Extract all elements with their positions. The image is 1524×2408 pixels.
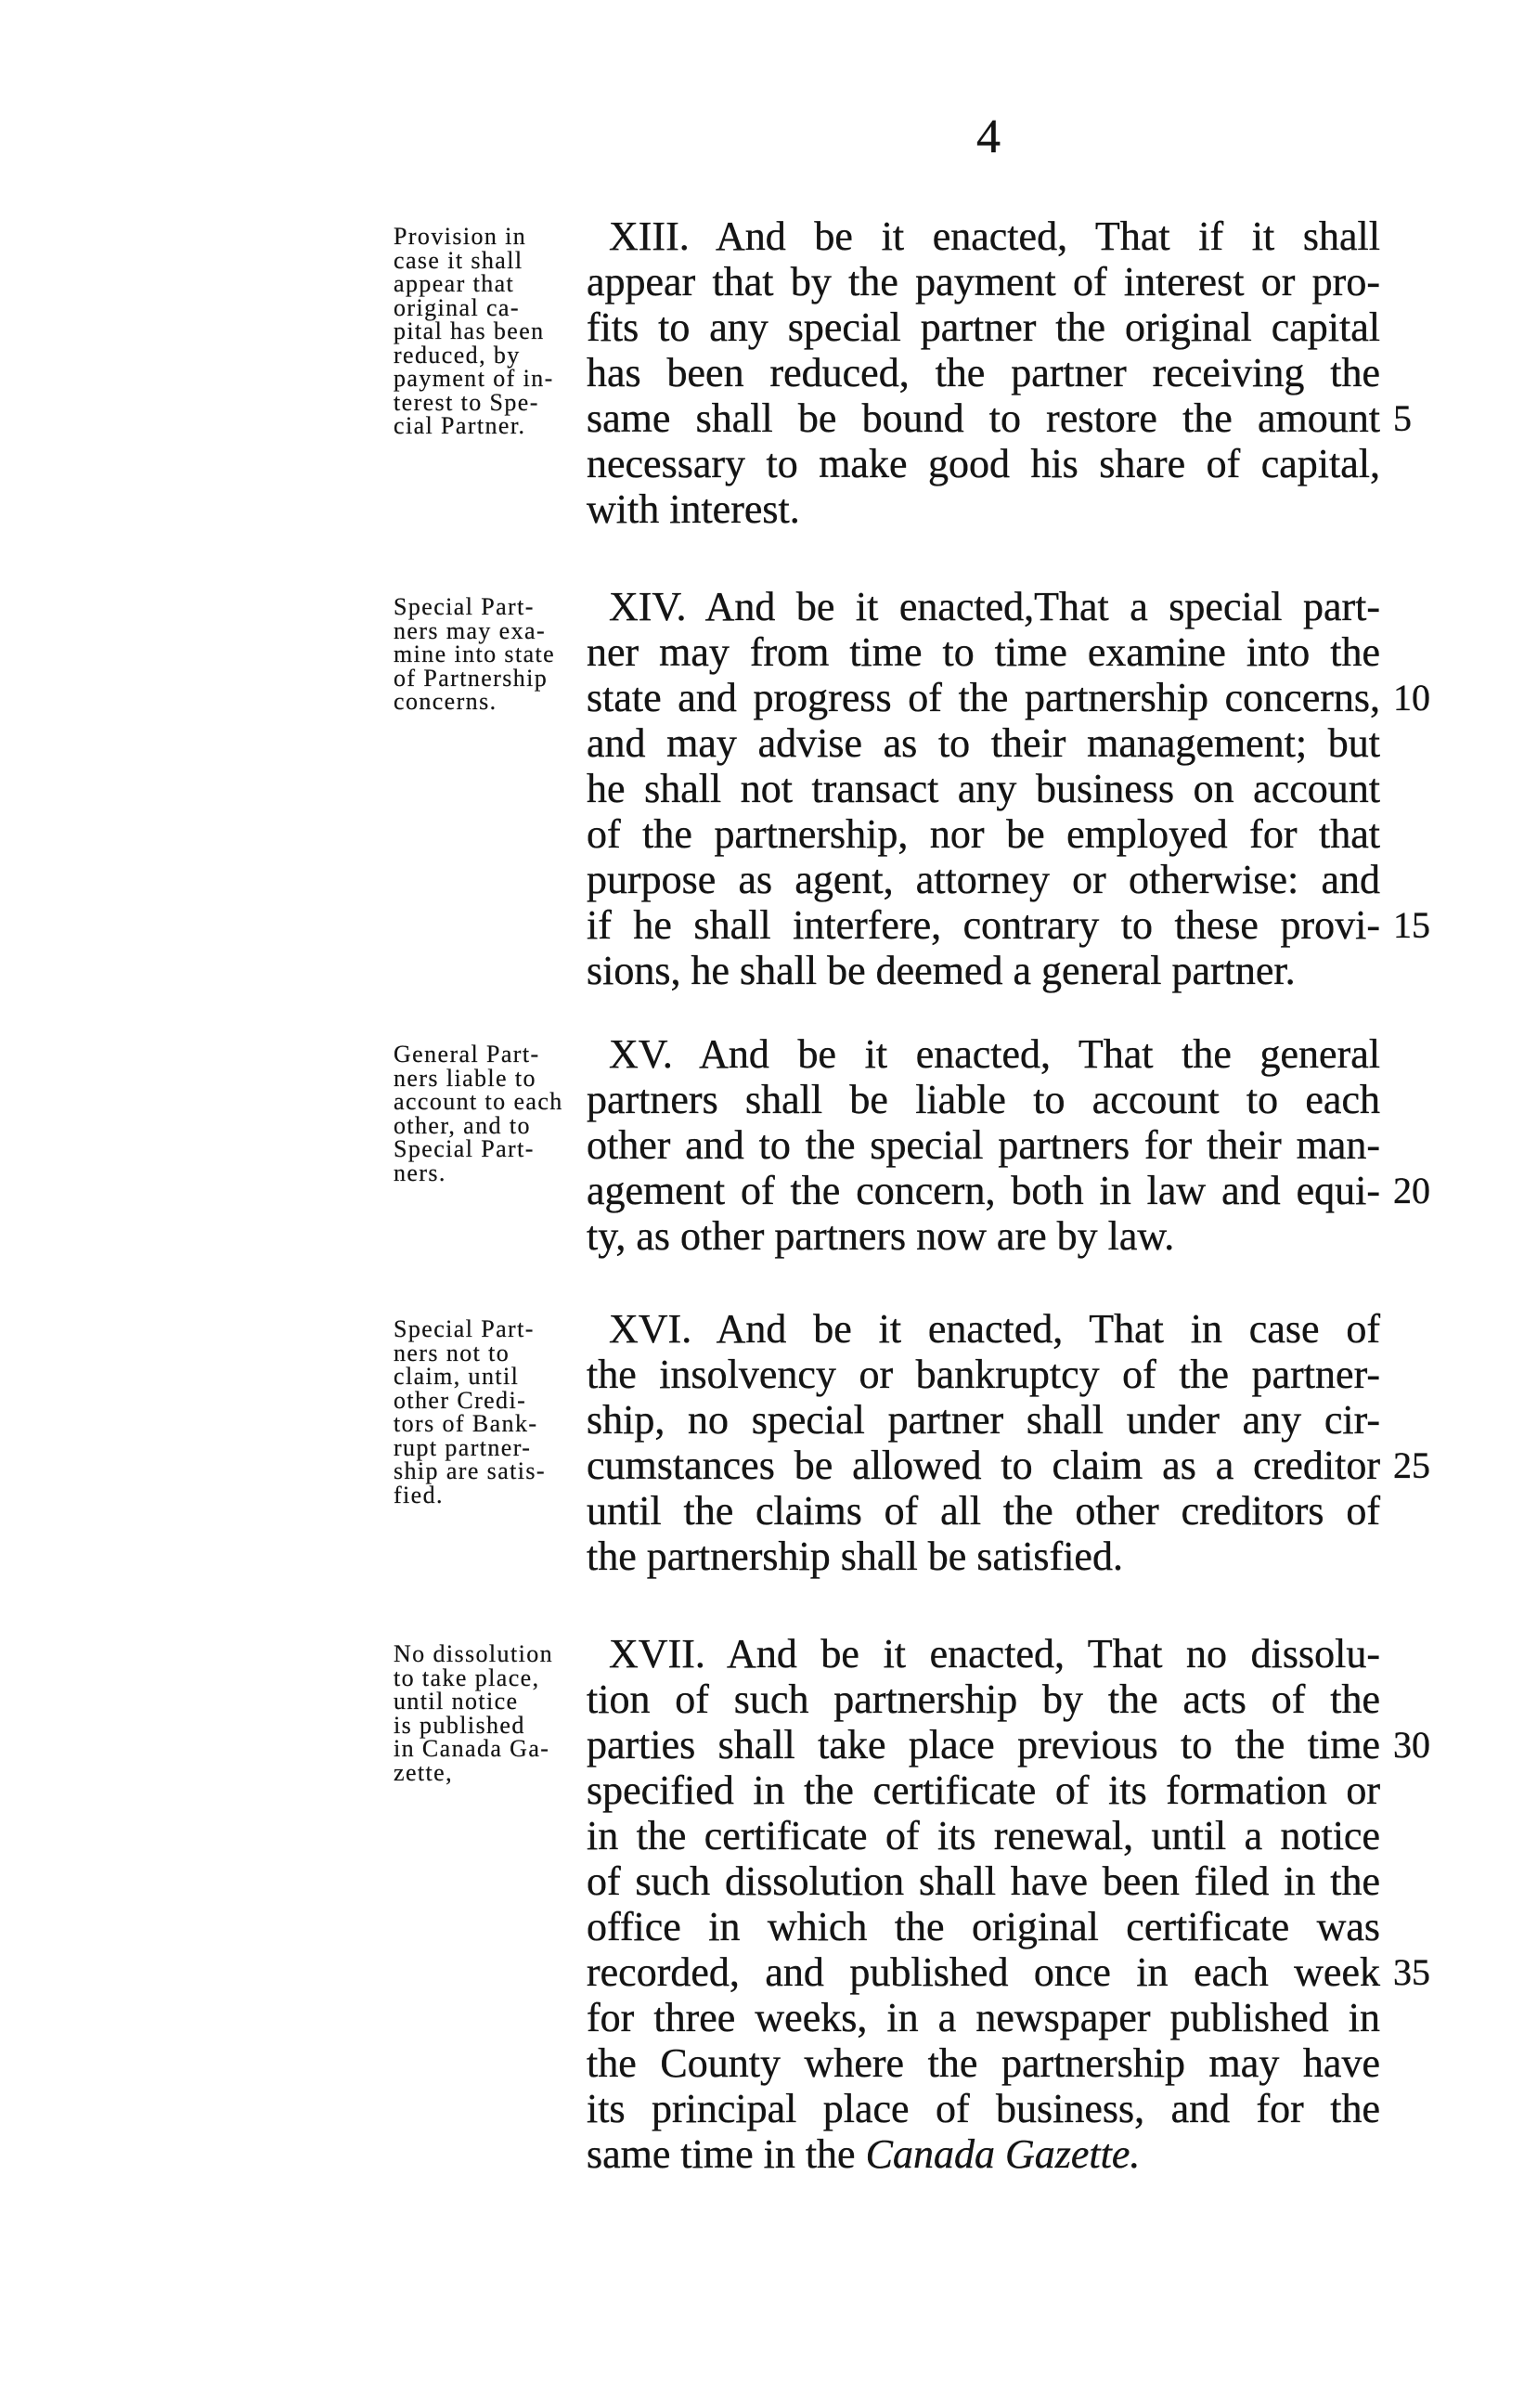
margin-note-line: zette, xyxy=(394,1758,453,1786)
text-line xyxy=(587,441,1380,486)
margin-note-line: pital has been xyxy=(394,317,545,344)
text-line xyxy=(587,857,1380,902)
line-text: and may advise as to their management; but xyxy=(587,720,1380,766)
line-text: agement of the concern, both in law and equi- xyxy=(587,1168,1380,1213)
margin-note-line: other Credi- xyxy=(394,1386,527,1414)
text-line xyxy=(587,1631,1380,1677)
line-text: recorded, and published once in each week xyxy=(587,1949,1380,1995)
text-line xyxy=(587,304,1380,350)
line-text: parties shall take place previous to the time xyxy=(587,1722,1380,1767)
line-text: of the partnership, nor be employed for that xyxy=(587,811,1380,857)
margin-note-line: ship are satis- xyxy=(394,1457,546,1484)
line-text: ner may from time to time examine into the xyxy=(587,629,1380,675)
line-text: purpose as agent, attorney or otherwise: and xyxy=(587,857,1380,902)
margin-note-line: until notice xyxy=(394,1688,519,1715)
line-text: has been reduced, the partner receiving the xyxy=(587,350,1380,395)
line-text: XVII. And be it enacted, That no dissolu- xyxy=(609,1631,1380,1677)
line-text: sions, he shall be deemed a general partner. xyxy=(587,948,1296,993)
margin-note-line: ners. xyxy=(394,1159,446,1186)
line-text: XIV. And be it enacted,That a special part- xyxy=(609,584,1380,629)
section-text xyxy=(587,214,1412,532)
margin-note-line: cial Partner. xyxy=(394,412,526,439)
italic-text: Canada Gazette. xyxy=(865,2131,1141,2177)
line-text: ty, as other partners now are by law. xyxy=(587,1213,1175,1259)
line-text: same time in the xyxy=(587,2131,866,2177)
text-line xyxy=(587,2040,1380,2086)
text-line xyxy=(587,902,1430,948)
enactment-section xyxy=(0,214,1524,532)
text-line xyxy=(587,584,1380,629)
margin-note-line: concerns. xyxy=(394,688,497,715)
line-text: ship, no special partner shall under any cir- xyxy=(587,1397,1380,1443)
line-text: until the claims of all the other creditors of xyxy=(587,1488,1380,1534)
line-number: 10 xyxy=(1393,677,1430,719)
text-line xyxy=(587,1534,1380,1579)
enactment-section xyxy=(0,1631,1524,2177)
text-line xyxy=(587,259,1380,304)
line-number: 25 xyxy=(1393,1444,1430,1486)
line-text: he shall not transact any business on account xyxy=(587,766,1380,811)
text-line xyxy=(587,1995,1380,2040)
margin-note xyxy=(394,1317,579,1507)
text-line xyxy=(587,395,1412,441)
section-text xyxy=(587,1306,1430,1579)
text-line xyxy=(587,1443,1430,1488)
margin-note-line: account to each xyxy=(394,1088,563,1115)
margin-note-line: General Part- xyxy=(394,1041,540,1068)
text-line xyxy=(587,948,1380,993)
body-text xyxy=(0,214,1524,2177)
text-line xyxy=(587,720,1380,766)
text-line xyxy=(587,1122,1380,1168)
text-line xyxy=(587,1904,1380,1949)
section-text xyxy=(587,1631,1430,2177)
line-text: other and to the special partners for their man- xyxy=(587,1122,1380,1168)
line-text: XVI. And be it enacted, That in case of xyxy=(609,1306,1380,1352)
text-line xyxy=(587,1077,1380,1122)
text-line xyxy=(587,1858,1380,1904)
line-text: the County where the partnership may have xyxy=(587,2040,1380,2086)
text-line xyxy=(587,1722,1430,1767)
margin-note-line: Special Part- xyxy=(394,1135,535,1162)
line-text: in the certificate of its renewal, until a notice xyxy=(587,1813,1380,1858)
line-text: cumstances be allowed to claim as a creditor xyxy=(587,1443,1380,1488)
margin-note xyxy=(394,1042,579,1185)
margin-note-line: is published xyxy=(394,1711,525,1739)
line-number: 30 xyxy=(1393,1724,1430,1766)
text-line xyxy=(587,1813,1380,1858)
margin-note xyxy=(394,1642,579,1784)
text-line xyxy=(587,486,1380,532)
line-text: the partnership shall be satisfied. xyxy=(587,1534,1123,1579)
text-line xyxy=(587,2086,1380,2131)
margin-note-line: No dissolution xyxy=(394,1640,554,1667)
margin-note-line: Provision in xyxy=(394,223,527,250)
margin-note-line: other, and to xyxy=(394,1111,531,1139)
line-text: for three weeks, in a newspaper published in xyxy=(587,1995,1380,2040)
margin-note-line: rupt partner- xyxy=(394,1433,532,1461)
margin-note-line: to take place, xyxy=(394,1664,540,1691)
margin-note-line: terest to Spe- xyxy=(394,388,539,416)
section-text xyxy=(587,1031,1430,1259)
enactment-section xyxy=(0,1031,1524,1259)
margin-note-line: appear that xyxy=(394,270,515,297)
text-line xyxy=(587,766,1380,811)
text-line xyxy=(587,1488,1380,1534)
text-line xyxy=(587,1677,1380,1722)
text-line xyxy=(587,1352,1380,1397)
margin-note-line: payment of in- xyxy=(394,365,554,392)
margin-note-line: case it shall xyxy=(394,246,523,274)
line-text: appear that by the payment of interest or pro- xyxy=(587,259,1380,304)
text-line xyxy=(587,350,1380,395)
line-text: specified in the certificate of its formation or xyxy=(587,1767,1380,1813)
margin-note-line: of Partnership xyxy=(394,664,549,692)
text-line xyxy=(587,1168,1430,1213)
margin-note-line: fied. xyxy=(394,1481,444,1508)
margin-note xyxy=(394,225,579,438)
line-number: 15 xyxy=(1393,904,1430,946)
section-text xyxy=(587,584,1430,993)
text-line xyxy=(587,1213,1380,1259)
line-text: of such dissolution shall have been filed in the xyxy=(587,1858,1380,1904)
margin-note-line: claim, until xyxy=(394,1363,520,1390)
margin-note-line: mine into state xyxy=(394,641,556,667)
line-text: state and progress of the partnership concerns, xyxy=(587,675,1380,720)
text-line xyxy=(587,811,1380,857)
line-text: its principal place of business, and for the xyxy=(587,2086,1380,2131)
line-text: fits to any special partner the original capital xyxy=(587,304,1380,350)
margin-note-line: original ca- xyxy=(394,293,520,321)
margin-note-line: in Canada Ga- xyxy=(394,1735,550,1762)
line-text: with interest. xyxy=(587,486,800,532)
text-line xyxy=(587,214,1380,259)
line-text: XIII. And be it enacted, That if it shall xyxy=(609,214,1380,259)
margin-note-line: ners not to xyxy=(394,1339,510,1366)
margin-note-line: Special Part- xyxy=(394,1315,535,1342)
margin-note-line: Special Part- xyxy=(394,593,535,620)
margin-note xyxy=(394,595,579,714)
line-text: tion of such partnership by the acts of the xyxy=(587,1677,1380,1722)
margin-note-line: reduced, by xyxy=(394,341,521,369)
margin-note-line: ners may exa- xyxy=(394,616,547,644)
text-line xyxy=(587,1397,1380,1443)
line-text: XV. And be it enacted, That the general xyxy=(609,1031,1380,1077)
enactment-section xyxy=(0,584,1524,993)
line-text: the insolvency or bankruptcy of the partner- xyxy=(587,1352,1380,1397)
line-text: office in which the original certificate was xyxy=(587,1904,1380,1949)
text-line xyxy=(587,1306,1380,1352)
margin-note-line: tors of Bank- xyxy=(394,1410,538,1437)
line-number: 35 xyxy=(1393,1951,1430,1993)
margin-note-line: ners liable to xyxy=(394,1064,536,1092)
line-text: partners shall be liable to account to each xyxy=(587,1077,1380,1122)
page-number: 4 xyxy=(976,110,1001,163)
line-text: if he shall interfere, contrary to these provi- xyxy=(587,902,1380,948)
text-line xyxy=(587,2131,1380,2177)
text-line xyxy=(587,675,1430,720)
text-line xyxy=(587,1031,1380,1077)
enactment-section xyxy=(0,1306,1524,1579)
text-line xyxy=(587,1949,1430,1995)
text-line xyxy=(587,629,1380,675)
line-number: 5 xyxy=(1393,397,1412,439)
text-line xyxy=(587,1767,1380,1813)
line-number: 20 xyxy=(1393,1170,1430,1211)
line-text: necessary to make good his share of capital, xyxy=(587,441,1380,486)
line-text: same shall be bound to restore the amount xyxy=(587,395,1380,441)
